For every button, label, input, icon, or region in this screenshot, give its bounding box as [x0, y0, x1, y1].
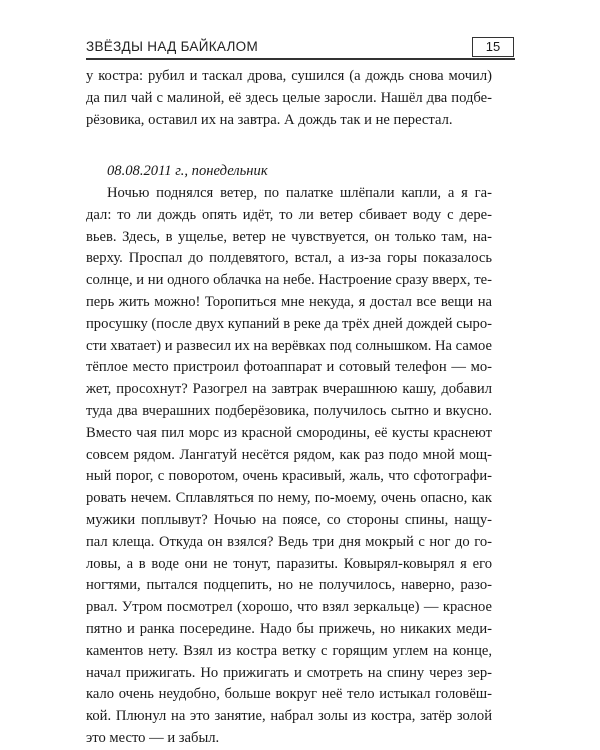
text-line: солнце, и ни одного облачка на небе. Настроение сразу вверх, те-: [86, 272, 492, 289]
paragraph-continued: [86, 66, 492, 131]
text-line: пал клеща. Откуда он взялся? Ведь три дня мокрый с ног до го-: [86, 533, 492, 550]
text-line: Ночью поднялся ветер, по палатке шлёпали капли, а я га-: [107, 185, 492, 201]
text-line: начал прижигать. Но прижигать и смотреть на спину через зер-: [86, 664, 492, 681]
text-line: кой. Плюнул на это занятие, набрал золы из костра, затёр золой: [86, 708, 492, 725]
text-line: ногтями, пытался подцепить, но не получилось, наверно, разо-: [86, 577, 492, 594]
text-line: мужики поплывут? Ночью на поясе, со стороны спины, нащу-: [86, 511, 492, 528]
text-line: рвал. Утром посмотрел (хорошо, что взял зеркальце) — красное: [86, 599, 492, 616]
text-line: кало очень неудобно, больше вокруг неё тело истыкал головёш-: [86, 686, 492, 703]
page-number: 15: [472, 37, 514, 57]
text-line: пятно и ранка посередине. Надо бы прижечь, но никаких меди-: [86, 620, 492, 637]
text-line: ловы, а в воде они не тонут, паразиты. Ковырял-ковырял я его: [86, 555, 492, 572]
text-line: перь жить можно! Торопиться мне некуда, я достал все вещи на: [86, 293, 492, 310]
text-line: это место — и забыл.: [86, 729, 220, 746]
text-line: Вместо чая пил морс из красной смородины, её кусты краснеют: [86, 424, 492, 441]
text-line: вьев. Здесь, в ущелье, ветер не чувствуется, он только там, на-: [86, 228, 492, 245]
text-line: верху. Проспал до полдевятого, встал, а из-за горы показалось: [86, 250, 492, 267]
text-line: совсем рядом. Лангатуй несётся рядом, как раз подо мной мощ-: [86, 446, 492, 463]
running-header: [86, 36, 514, 58]
text-line: ровать нечем. Сплавляться по нему, по-моему, очень опасно, как: [86, 490, 492, 507]
text-line: каментов нету. Взял из костра ветку с горящим углем на конце,: [86, 642, 492, 659]
text-line: тёплое место пристроил фотоаппарат и сотовый телефон — мо-: [86, 359, 492, 376]
header-rule: [86, 58, 515, 60]
book-title: ЗВЁЗДЫ НАД БАЙКАЛОМ: [86, 39, 259, 54]
text-line: у костра: рубил и таскал дрова, сушился (а дождь снова мочил): [86, 68, 492, 84]
text-line: да пил чай с малиной, её здесь целые заросли. Нашёл два подбе-: [86, 89, 492, 106]
entry-date: 08.08.2011 г., понедельник: [107, 163, 268, 179]
text-line: рёзовика, оставил их на завтра. А дождь так и не перестал.: [86, 111, 453, 128]
text-line: сти хватает) и развесил их на верёвках под солнышком. На самое: [86, 337, 492, 354]
text-line: просушку (после двух купаний в реке да трёх дней дождей сыро-: [86, 315, 492, 332]
text-line: туда два вчерашних подберёзовика, получилось сытно и вкусно.: [86, 402, 492, 419]
diary-entry: [86, 183, 492, 750]
text-line: ный порог, с поворотом, очень красивый, жаль, что сфотографи-: [86, 468, 492, 485]
text-line: дал: то ли дождь опять идёт, то ли ветер сбивает воду с дере-: [86, 206, 492, 223]
text-line: жет, просохнут? Разогрел на завтрак вчерашнюю кашу, добавил: [86, 381, 492, 398]
